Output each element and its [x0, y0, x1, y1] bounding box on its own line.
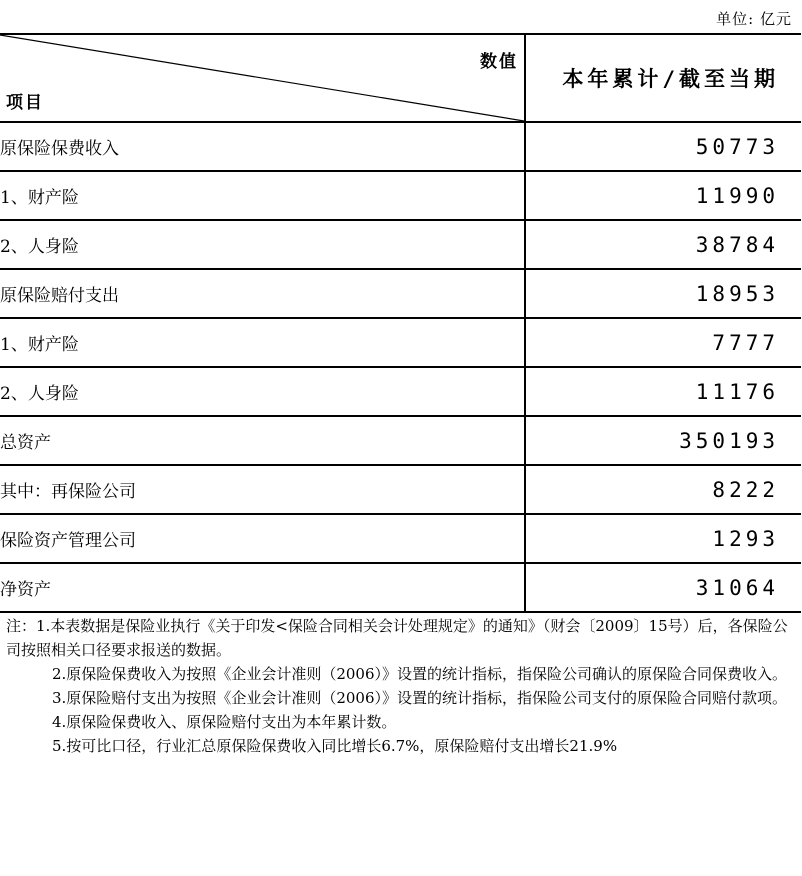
header-value-label: 数值 — [480, 52, 518, 72]
row-label: 2、人身险 — [0, 367, 525, 416]
note-1: 注：1.本表数据是保险业执行《关于印发<保险合同相关会计处理规定》的通知》（财会〔2009〕15号）后，各保险公司按照相关口径要求报送的数据。 — [6, 617, 788, 659]
note-3: 3.原保险赔付支出为按照《企业会计准则（2006）》设置的统计指标，指保险公司支付的原保险合同赔付款项。 — [52, 689, 787, 707]
row-value: 8222 — [525, 465, 801, 514]
note-4: 4.原保险保费收入、原保险赔付支出为本年累计数。 — [52, 713, 397, 731]
table-row — [0, 122, 801, 171]
table-row — [0, 367, 801, 416]
table-row — [0, 318, 801, 367]
insurance-data-table — [0, 33, 801, 613]
table-row — [0, 269, 801, 318]
row-label: 原保险赔付支出 — [0, 269, 525, 318]
row-label: 净资产 — [0, 563, 525, 612]
table-row — [0, 465, 801, 514]
row-value: 31064 — [525, 563, 801, 612]
row-value: 11176 — [525, 367, 801, 416]
table-row — [0, 416, 801, 465]
row-value: 1293 — [525, 514, 801, 563]
table-row — [0, 171, 801, 220]
header-column-label: 本年累计/截至当期 — [525, 34, 801, 122]
note-5: 5.按可比口径，行业汇总原保险保费收入同比增长6.7%，原保险赔付支出增长21.9% — [52, 737, 618, 755]
row-label: 保险资产管理公司 — [0, 514, 525, 563]
row-value: 18953 — [525, 269, 801, 318]
table-notes — [6, 614, 796, 758]
row-value: 11990 — [525, 171, 801, 220]
header-diagonal-line — [0, 35, 524, 121]
row-label: 1、财产险 — [0, 171, 525, 220]
table-header-row — [0, 34, 801, 122]
row-label: 1、财产险 — [0, 318, 525, 367]
row-value: 350193 — [525, 416, 801, 465]
row-value: 38784 — [525, 220, 801, 269]
header-corner-cell — [0, 34, 525, 122]
row-value: 7777 — [525, 318, 801, 367]
table-row — [0, 220, 801, 269]
note-2: 2.原保险保费收入为按照《企业会计准则（2006）》设置的统计指标，指保险公司确认的原保险合同保费收入。 — [52, 665, 787, 683]
row-label: 其中：再保险公司 — [0, 465, 525, 514]
row-label: 原保险保费收入 — [0, 122, 525, 171]
header-item-label: 项目 — [6, 93, 44, 113]
table-row — [0, 563, 801, 612]
row-value: 50773 — [525, 122, 801, 171]
table-row — [0, 514, 801, 563]
row-label: 2、人身险 — [0, 220, 525, 269]
unit-label: 单位: 亿元 — [716, 10, 792, 28]
row-label: 总资产 — [0, 416, 525, 465]
